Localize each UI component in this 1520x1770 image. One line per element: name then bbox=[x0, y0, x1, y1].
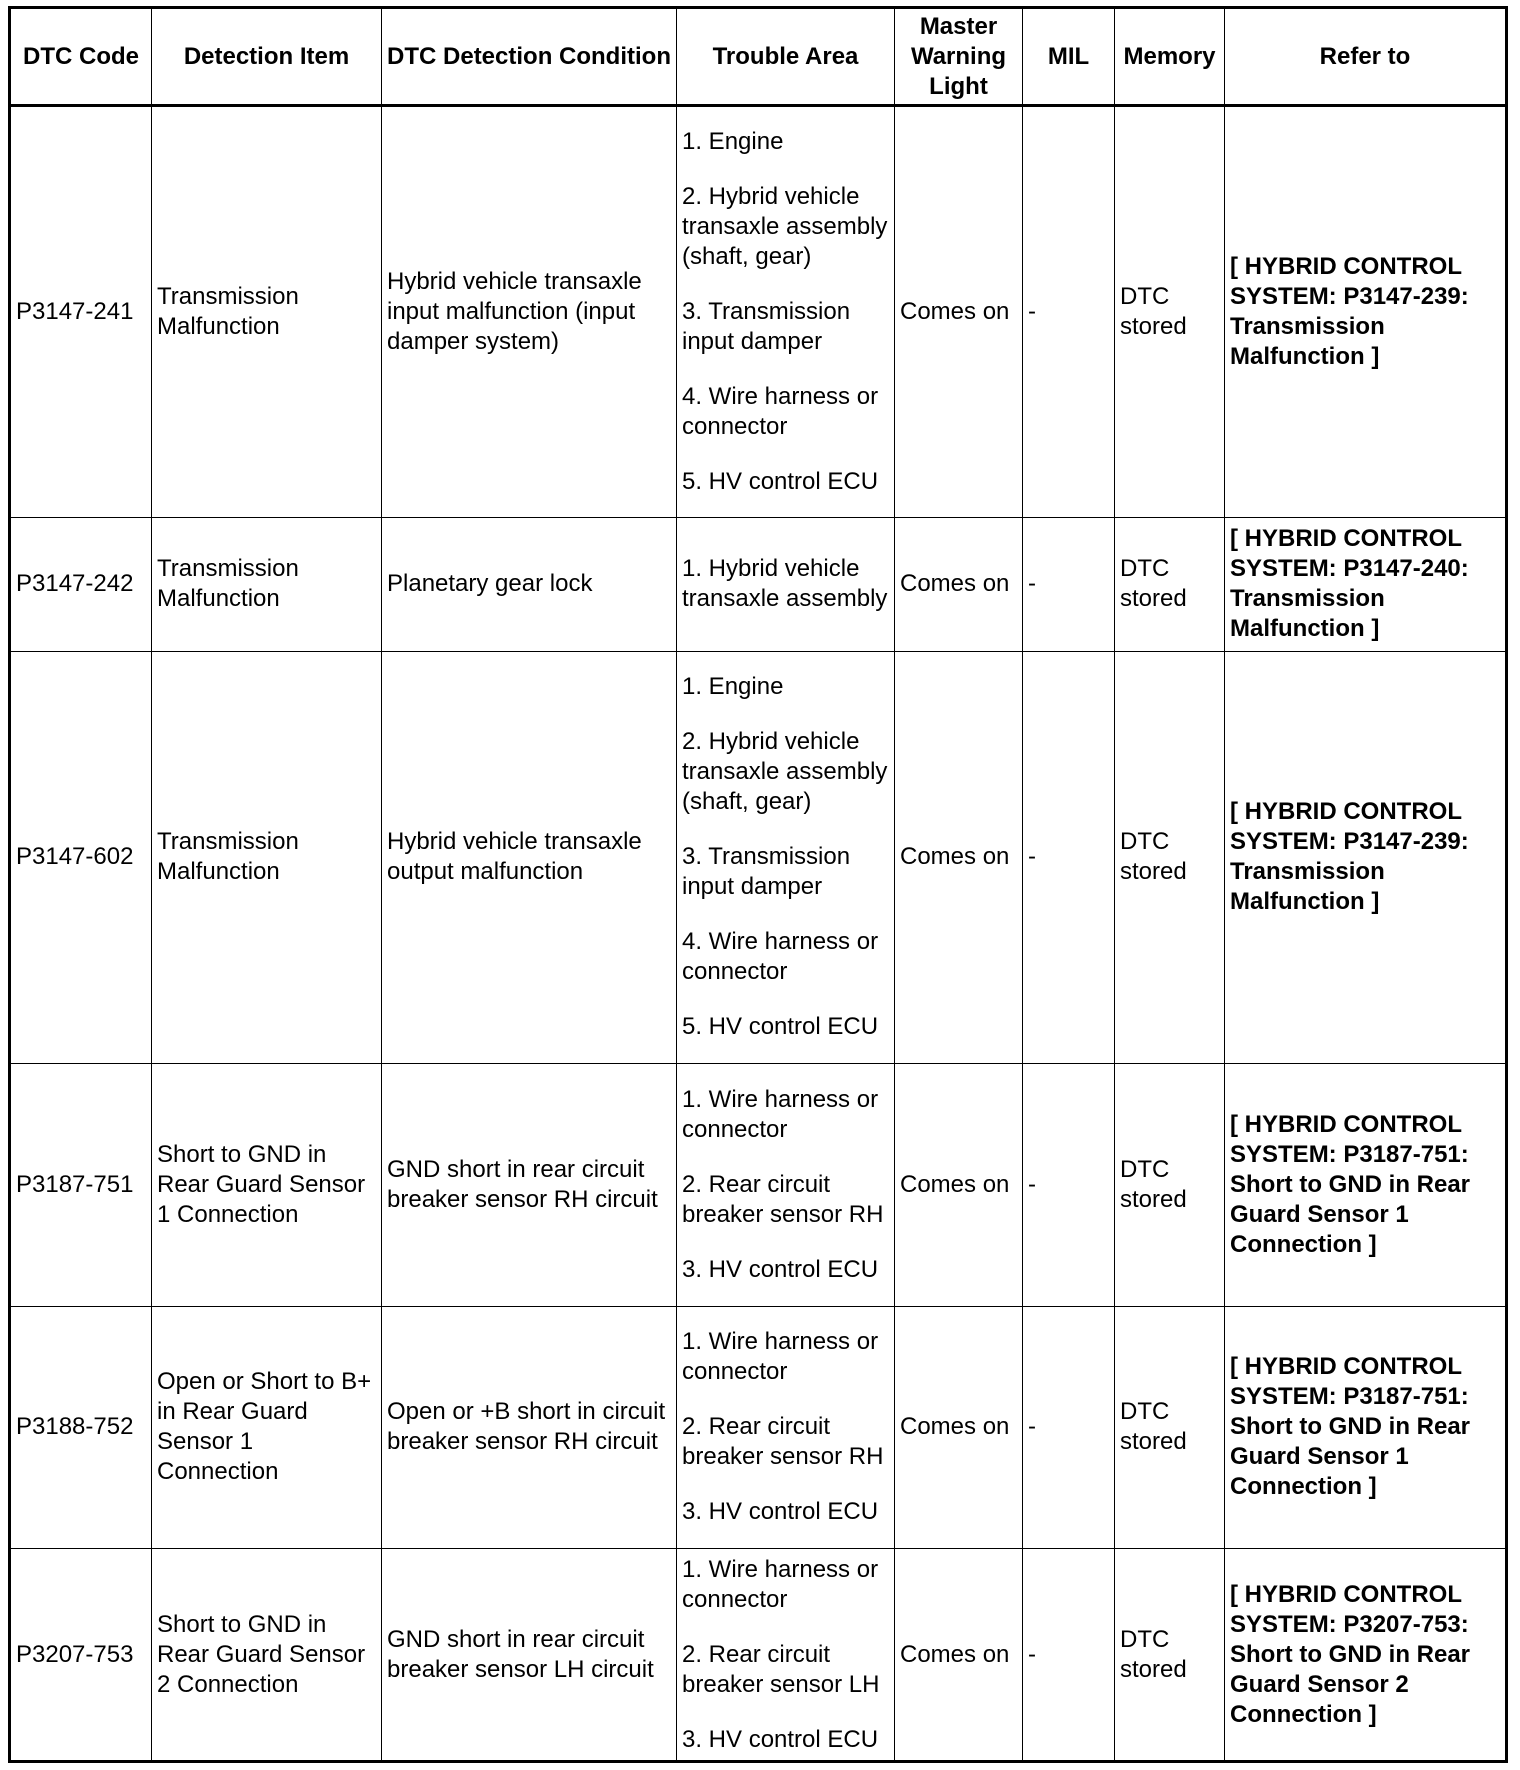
dtc-code-cell: P3147-242 bbox=[10, 518, 152, 651]
detection-item-cell: Open or Short to B+ in Rear Guard Sensor 1 Connection bbox=[152, 1306, 382, 1549]
trouble-area-item: 1. Wire harness or connector bbox=[682, 1085, 879, 1143]
trouble-area-item: 3. HV control ECU bbox=[682, 1498, 879, 1526]
detection-condition-cell: Hybrid vehicle transaxle output malfunction bbox=[382, 651, 677, 1063]
detection-condition-cell: Planetary gear lock bbox=[382, 518, 677, 651]
master-warning-light-cell: Comes on bbox=[895, 106, 1023, 518]
refer-to-cell: [ HYBRID CONTROL SYSTEM: P3207-753: Short to GND in Rear Guard Sensor 2 Connection ] bbox=[1225, 1549, 1507, 1762]
header-dtc-code: DTC Code bbox=[10, 8, 152, 106]
trouble-area-cell bbox=[677, 1549, 895, 1762]
mil-cell: - bbox=[1023, 1063, 1115, 1306]
trouble-area-cell bbox=[677, 106, 895, 518]
header-mil: MIL bbox=[1023, 8, 1115, 106]
trouble-area-item: 4. Wire harness or connector bbox=[682, 383, 879, 441]
trouble-area-item: 2. Hybrid vehicle transaxle assembly (shaft, gear) bbox=[682, 728, 888, 816]
detection-condition-cell: Open or +B short in circuit breaker sensor RH circuit bbox=[382, 1306, 677, 1549]
header-refer-to: Refer to bbox=[1225, 8, 1507, 106]
trouble-area-cell bbox=[677, 651, 895, 1063]
detection-item-cell: Transmission Malfunction bbox=[152, 651, 382, 1063]
detection-item-cell: Transmission Malfunction bbox=[152, 518, 382, 651]
trouble-area-item: 4. Wire harness or connector bbox=[682, 928, 879, 986]
memory-cell: DTC stored bbox=[1115, 651, 1225, 1063]
trouble-area-cell bbox=[677, 518, 895, 651]
header-trouble-area: Trouble Area bbox=[677, 8, 895, 106]
table-row bbox=[10, 1549, 1507, 1762]
memory-cell: DTC stored bbox=[1115, 106, 1225, 518]
master-warning-light-cell: Comes on bbox=[895, 1306, 1023, 1549]
trouble-area-cell bbox=[677, 1063, 895, 1306]
refer-to-cell: [ HYBRID CONTROL SYSTEM: P3187-751: Short to GND in Rear Guard Sensor 1 Connection ] bbox=[1225, 1063, 1507, 1306]
trouble-area-item: 1. Engine bbox=[682, 673, 784, 701]
header-row bbox=[10, 8, 1507, 106]
trouble-area-item: 1. Engine bbox=[682, 128, 784, 156]
master-warning-light-cell: Comes on bbox=[895, 518, 1023, 651]
header-detection-item: Detection Item bbox=[152, 8, 382, 106]
trouble-area-item: 2. Rear circuit breaker sensor LH bbox=[682, 1640, 880, 1698]
trouble-area-item: 2. Rear circuit breaker sensor RH bbox=[682, 1170, 884, 1228]
table-row bbox=[10, 518, 1507, 651]
detection-condition-cell: GND short in rear circuit breaker sensor LH circuit bbox=[382, 1549, 677, 1762]
master-warning-light-cell: Comes on bbox=[895, 651, 1023, 1063]
memory-cell: DTC stored bbox=[1115, 1306, 1225, 1549]
trouble-area-item: 1. Hybrid vehicle transaxle assembly bbox=[682, 555, 888, 613]
header-memory: Memory bbox=[1115, 8, 1225, 106]
detection-item-cell: Short to GND in Rear Guard Sensor 2 Connection bbox=[152, 1549, 382, 1762]
trouble-area-item: 3. HV control ECU bbox=[682, 1725, 879, 1753]
refer-to-cell: [ HYBRID CONTROL SYSTEM: P3147-240: Transmission Malfunction ] bbox=[1225, 518, 1507, 651]
table-row bbox=[10, 1063, 1507, 1306]
trouble-area-item: 1. Wire harness or connector bbox=[682, 1328, 879, 1386]
refer-to-cell: [ HYBRID CONTROL SYSTEM: P3187-751: Short to GND in Rear Guard Sensor 1 Connection ] bbox=[1225, 1306, 1507, 1549]
mil-cell: - bbox=[1023, 1549, 1115, 1762]
trouble-area-item: 5. HV control ECU bbox=[682, 468, 879, 496]
dtc-code-cell: P3187-751 bbox=[10, 1063, 152, 1306]
table-row bbox=[10, 1306, 1507, 1549]
detection-condition-cell: Hybrid vehicle transaxle input malfunction (input damper system) bbox=[382, 106, 677, 518]
memory-cell: DTC stored bbox=[1115, 518, 1225, 651]
trouble-area-item: 3. Transmission input damper bbox=[682, 843, 851, 901]
refer-to-cell: [ HYBRID CONTROL SYSTEM: P3147-239: Transmission Malfunction ] bbox=[1225, 651, 1507, 1063]
master-warning-light-cell: Comes on bbox=[895, 1549, 1023, 1762]
trouble-area-item: 1. Wire harness or connector bbox=[682, 1555, 879, 1613]
mil-cell: - bbox=[1023, 518, 1115, 651]
table-body bbox=[10, 106, 1507, 1762]
table-row bbox=[10, 106, 1507, 518]
dtc-table bbox=[8, 6, 1508, 1763]
dtc-code-cell: P3188-752 bbox=[10, 1306, 152, 1549]
memory-cell: DTC stored bbox=[1115, 1063, 1225, 1306]
trouble-area-cell bbox=[677, 1306, 895, 1549]
detection-item-cell: Short to GND in Rear Guard Sensor 1 Connection bbox=[152, 1063, 382, 1306]
dtc-code-cell: P3147-241 bbox=[10, 106, 152, 518]
detection-item-cell: Transmission Malfunction bbox=[152, 106, 382, 518]
trouble-area-item: 5. HV control ECU bbox=[682, 1013, 879, 1041]
table-row bbox=[10, 651, 1507, 1063]
mil-cell: - bbox=[1023, 106, 1115, 518]
refer-to-cell: [ HYBRID CONTROL SYSTEM: P3147-239: Transmission Malfunction ] bbox=[1225, 106, 1507, 518]
trouble-area-item: 2. Rear circuit breaker sensor RH bbox=[682, 1413, 884, 1471]
master-warning-light-cell: Comes on bbox=[895, 1063, 1023, 1306]
mil-cell: - bbox=[1023, 651, 1115, 1063]
trouble-area-item: 3. Transmission input damper bbox=[682, 298, 851, 356]
mil-cell: - bbox=[1023, 1306, 1115, 1549]
dtc-code-cell: P3207-753 bbox=[10, 1549, 152, 1762]
dtc-code-cell: P3147-602 bbox=[10, 651, 152, 1063]
memory-cell: DTC stored bbox=[1115, 1549, 1225, 1762]
detection-condition-cell: GND short in rear circuit breaker sensor RH circuit bbox=[382, 1063, 677, 1306]
trouble-area-item: 2. Hybrid vehicle transaxle assembly (shaft, gear) bbox=[682, 183, 888, 271]
header-master-warning-light: Master Warning Light bbox=[895, 8, 1023, 106]
trouble-area-item: 3. HV control ECU bbox=[682, 1255, 879, 1283]
header-detection-condition: DTC Detection Condition bbox=[382, 8, 677, 106]
